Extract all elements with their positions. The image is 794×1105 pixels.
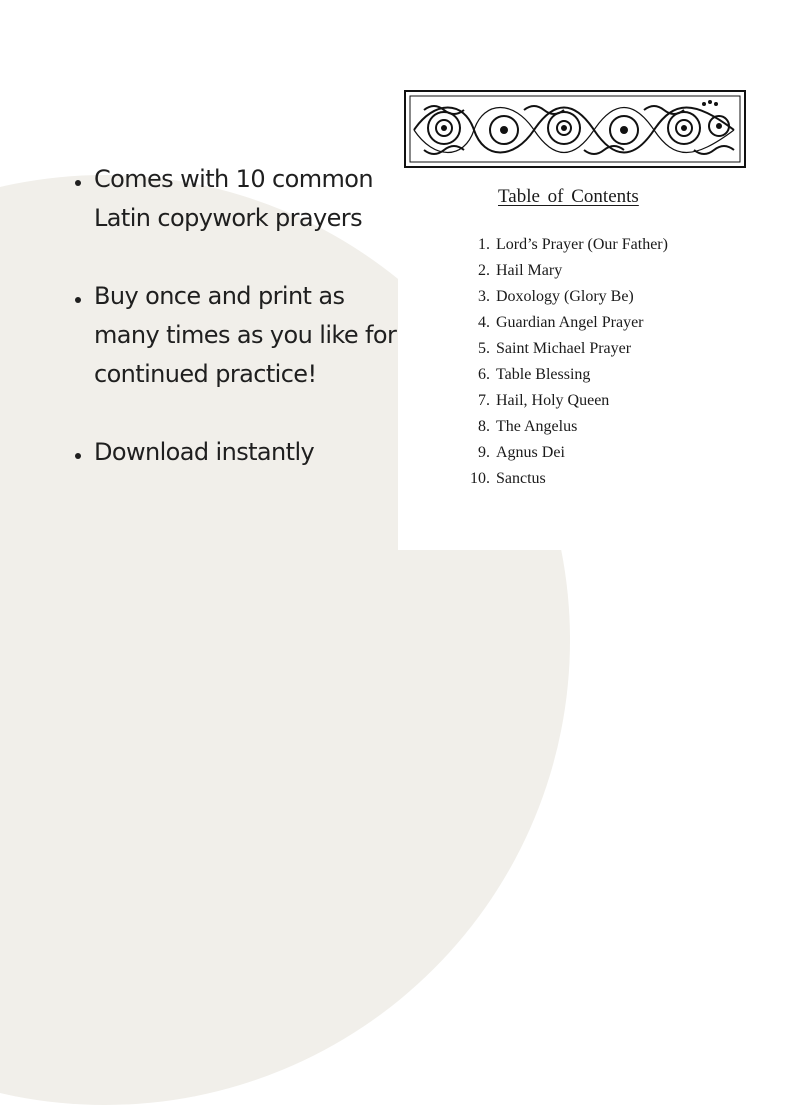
toc-label: Hail Mary (496, 262, 563, 279)
toc-number: 8. (478, 418, 490, 435)
toc-label: Lord’s Prayer (Our Father) (496, 236, 668, 253)
toc-item (460, 310, 668, 336)
toc-number: 6. (478, 366, 490, 383)
toc-label: Table Blessing (496, 366, 591, 383)
toc-item (460, 258, 668, 284)
toc-number: 5. (478, 340, 490, 357)
toc-number: 3. (478, 288, 490, 305)
toc-label: Agnus Dei (496, 444, 565, 461)
toc-item (460, 362, 668, 388)
toc-item (460, 284, 668, 310)
feature-item (70, 433, 400, 472)
toc-label: Guardian Angel Prayer (496, 314, 644, 331)
toc-item (460, 466, 668, 492)
toc-item (460, 336, 668, 362)
toc-number: 7. (478, 392, 490, 409)
toc-number: 1. (478, 236, 490, 253)
toc-title: Table of Contents (498, 186, 639, 207)
feature-text: Comes with 10 common Latin copywork prayers (94, 165, 373, 232)
toc-label: Doxology (Glory Be) (496, 288, 634, 305)
toc-label: Saint Michael Prayer (496, 340, 632, 357)
toc-number: 10. (470, 470, 490, 487)
toc-label: Hail, Holy Queen (496, 392, 610, 409)
feature-item (70, 277, 400, 394)
feature-text: Download instantly (94, 438, 315, 466)
ornament-border-icon (404, 90, 746, 168)
feature-text: Buy once and print as many times as you like for continued practice! (94, 282, 397, 388)
feature-list (70, 160, 400, 511)
feature-item (70, 160, 400, 238)
toc-list (460, 232, 668, 492)
toc-item (460, 414, 668, 440)
toc-number: 2. (478, 262, 490, 279)
toc-number: 4. (478, 314, 490, 331)
toc-label: The Angelus (496, 418, 578, 435)
toc-item (460, 232, 668, 258)
toc-item (460, 388, 668, 414)
toc-item (460, 440, 668, 466)
toc-number: 9. (478, 444, 490, 461)
document-page (398, 60, 794, 550)
toc-label: Sanctus (496, 470, 546, 487)
